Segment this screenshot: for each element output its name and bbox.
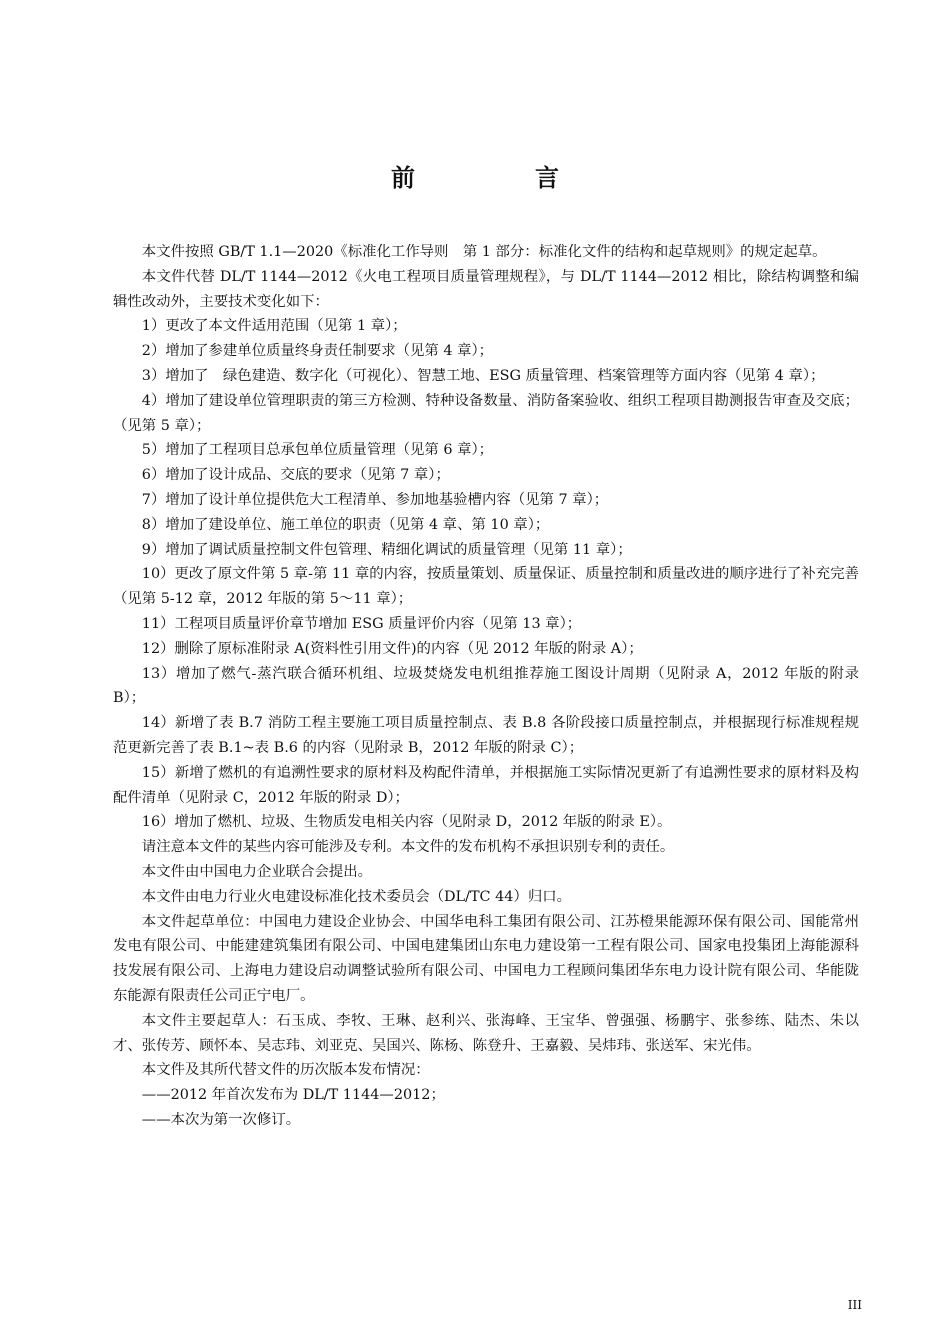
change-item-15: 15）新增了燃机的有追溯性要求的原材料及构配件清单，并根据施工实际情况更新了有追溯性要求的原材料及构配件清单（见附录 C，2012 年版的附录 D）；: [113, 764, 859, 806]
change-item-12: 12）删除了原标准附录 A(资料性引用文件)的内容（见 2012 年版的附录 A）；: [141, 640, 643, 657]
page-number: III: [847, 1298, 862, 1312]
paragraph-drafting-rules: 本文件按照 GB/T 1.1—2020《标准化工作导则 第 1 部分：标准化文件的结构和起草规则》的规定起草。: [141, 244, 827, 260]
change-item-5: 5）增加了工程项目总承包单位质量管理（见第 6 章）；: [141, 442, 494, 459]
change-item-13: 13）增加了燃气-蒸汽联合循环机组、垃圾焚烧发电机组推荐施工图设计周期（见附录 A，2012 年版的附录 B）；: [113, 665, 859, 707]
paragraph-drafting-units: 本文件起草单位：中国电力建设企业协会、中国华电科工集团有限公司、江苏橙果能源环保有限公司、国能常州发电有限公司、中能建建筑集团有限公司、中国电建集团山东电力建设第一工程有限公司、国家电投集团上海能源科技发展有限公司、上海电力建设启动调整试验所有限公司、中国电力工程顾问集团华东电力设计院有限公司、华能陇东能源有限责任公司正宁电厂。: [113, 913, 859, 1004]
change-item-6: 6）增加了设计成品、交底的要求（见第 7 章）；: [141, 467, 450, 484]
change-item-4: 4）增加了建设单位管理职责的第三方检测、特种设备数量、消防备案验收、组织工程项目勘测报告审查及交底；（见第 5 章）；: [113, 392, 859, 434]
change-item-3: 3）增加了 绿色建造、数字化（可视化）、智慧工地、ESG 质量管理、档案管理等方面内容（见第 4 章）；: [141, 367, 825, 384]
paragraph-proposed-by: 本文件由中国电力企业联合会提出。: [141, 863, 373, 880]
change-item-10: 10）更改了原文件第 5 章-第 11 章的内容，按质量策划、质量保证、质量控制和质量改进的顺序进行了补充完善（见第 5-12 章，2012 年版的第 5～11 章）；: [113, 566, 859, 608]
paragraph-drafters: 本文件主要起草人：石玉成、李牧、王琳、赵利兴、张海峰、王宝华、曾强强、杨鹏宇、张参练、陆杰、朱以才、张传芳、顾怀本、吴志玮、刘亚克、吴国兴、陈杨、陈登升、王嘉毅、吴炜玮、张送军、宋光伟。: [113, 1012, 859, 1054]
history-item-2012: ——2012 年首次发布为 DL/T 1144—2012；: [141, 1087, 445, 1104]
paragraph-patent-notice: 请注意本文件的某些内容可能涉及专利。本文件的发布机构不承担识别专利的责任。: [141, 839, 675, 856]
paragraph-committee: 本文件由电力行业火电建设标准化技术委员会（DL/TC 44）归口。: [141, 888, 572, 905]
change-item-9: 9）增加了调试质量控制文件包管理、精细化调试的质量管理（见第 11 章）；: [141, 541, 632, 558]
change-item-14: 14）新增了表 B.7 消防工程主要施工项目质量控制点、表 B.8 各阶段接口质量控制点，并根据现行标准规程规范更新完善了表 B.1~表 B.6 的内容（见附录 B，2012 年版的附录 C）；: [113, 715, 859, 756]
foreword-body: [113, 240, 859, 1133]
change-item-8: 8）增加了建设单位、施工单位的职责（见第 4 章、第 10 章）；: [141, 516, 550, 533]
history-item-revision: ——本次为第一次修订。: [141, 1111, 301, 1128]
change-item-1: 1）更改了本文件适用范围（见第 1 章）；: [141, 318, 407, 335]
change-item-7: 7）增加了设计单位提供危大工程清单、参加地基验槽内容（见第 7 章）；: [141, 491, 609, 508]
paragraph-replacement: 本文件代替 DL/T 1144—2012《火电工程项目质量管理规程》，与 DL/T 1144—2012 相比，除结构调整和编辑性改动外，主要技术变化如下：: [113, 268, 859, 310]
paragraph-history-intro: 本文件及其所代替文件的历次版本发布情况：: [141, 1062, 430, 1079]
page-title: 前 言: [391, 164, 607, 192]
change-item-16: 16）增加了燃机、垃圾、生物质发电相关内容（见附录 D，2012 年版的附录 E）。: [141, 814, 672, 831]
change-item-2: 2）增加了参建单位质量终身责任制要求（见第 4 章）；: [141, 343, 494, 360]
change-item-11: 11）工程项目质量评价章节增加 ESG 质量评价内容（见第 13 章）；: [141, 615, 582, 632]
